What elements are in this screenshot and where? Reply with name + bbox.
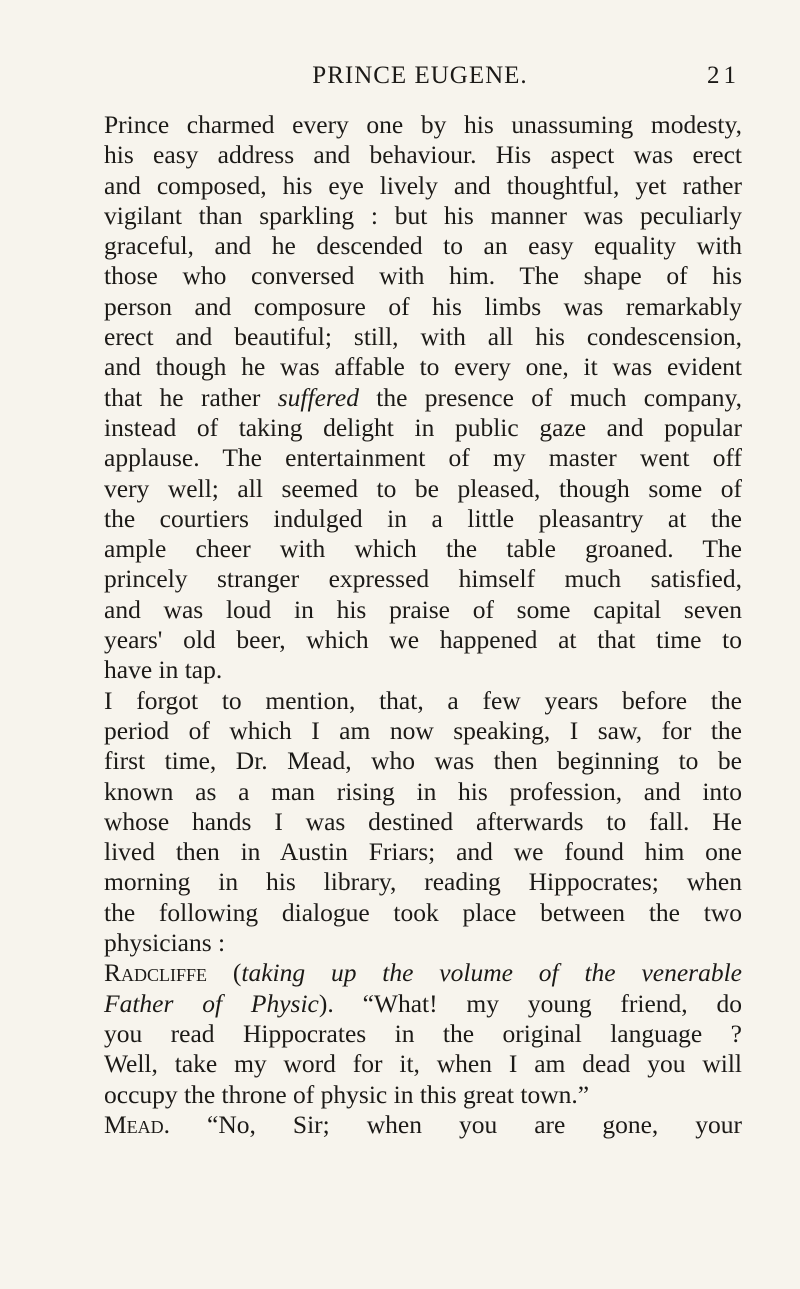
running-title: PRINCE EUGENE.	[312, 62, 528, 89]
text-line	[104, 958, 742, 988]
text-line: his easy address and behaviour. His aspect was erect	[104, 140, 742, 170]
body-text	[104, 110, 742, 1140]
text-line: have in tap.	[104, 655, 223, 685]
text-run: that he rather	[104, 382, 278, 412]
text-line: the following dialogue took place between the two	[104, 897, 742, 927]
text-line: morning in his library, reading Hippocrates; when	[104, 867, 742, 897]
italic-word: suffered	[277, 382, 359, 412]
page-number: 21	[707, 62, 740, 89]
text-run: (	[207, 958, 242, 988]
text-line	[104, 1110, 742, 1140]
text-line: physicians :	[104, 928, 226, 958]
text-line: and though he was affable to every one, it was evident	[104, 352, 742, 382]
text-line: vigilant than sparkling : but his manner was peculiarly	[104, 200, 742, 230]
text-line: and composed, his eye lively and thoughtful, yet rather	[104, 170, 742, 200]
text-line: ample cheer with which the table groaned. The	[104, 534, 742, 564]
text-line: the courtiers indulged in a little pleasantry at the	[104, 503, 742, 533]
text-line: erect and beautiful; still, with all his condescension,	[104, 322, 742, 352]
text-line: you read Hippocrates in the original language ?	[104, 1018, 742, 1048]
text-line: those who conversed with him. The shape of his	[104, 261, 742, 291]
stage-direction: taking up the volume of the venerable	[241, 958, 742, 988]
text-line: lived then in Austin Friars; and we found him one	[104, 837, 742, 867]
text-line: I forgot to mention, that, a few years before the	[104, 685, 742, 715]
text-line: instead of taking delight in public gaze and popular	[104, 412, 742, 442]
text-line: very well; all seemed to be pleased, though some of	[104, 473, 742, 503]
text-line	[104, 989, 742, 1019]
text-line: first time, Dr. Mead, who was then beginning to be	[104, 746, 742, 776]
speaker-name: Radcliffe	[104, 958, 208, 988]
text-line	[104, 383, 742, 413]
text-line: period of which I am now speaking, I saw, for the	[104, 715, 742, 745]
text-line: years' old beer, which we happened at that time to	[104, 625, 742, 655]
text-run: ). “What! my young friend, do	[318, 988, 742, 1018]
text-line: and was loud in his praise of some capital seven	[104, 594, 742, 624]
text-run: “No, Sir; when you are gone, your	[170, 1109, 742, 1139]
text-line: applause. The entertainment of my master went off	[104, 443, 742, 473]
text-line: Prince charmed every one by his unassuming modesty,	[104, 110, 742, 139]
text-line: person and composure of his limbs was remarkably	[104, 291, 742, 321]
text-line: occupy the throne of physic in this great town.”	[104, 1079, 590, 1109]
text-run: the presence of much company,	[358, 382, 742, 412]
text-line: princely stranger expressed himself much satisfied,	[104, 564, 742, 594]
text-line: Well, take my word for it, when I am dead you will	[104, 1049, 742, 1079]
running-head	[100, 62, 740, 92]
text-line: known as a man rising in his profession, and into	[104, 776, 742, 806]
text-line: graceful, and he descended to an easy equality with	[104, 231, 742, 261]
speaker-name: Mead.	[104, 1109, 171, 1139]
stage-direction: Father of Physic	[104, 988, 319, 1018]
text-line: whose hands I was destined afterwards to fall. He	[104, 806, 742, 836]
